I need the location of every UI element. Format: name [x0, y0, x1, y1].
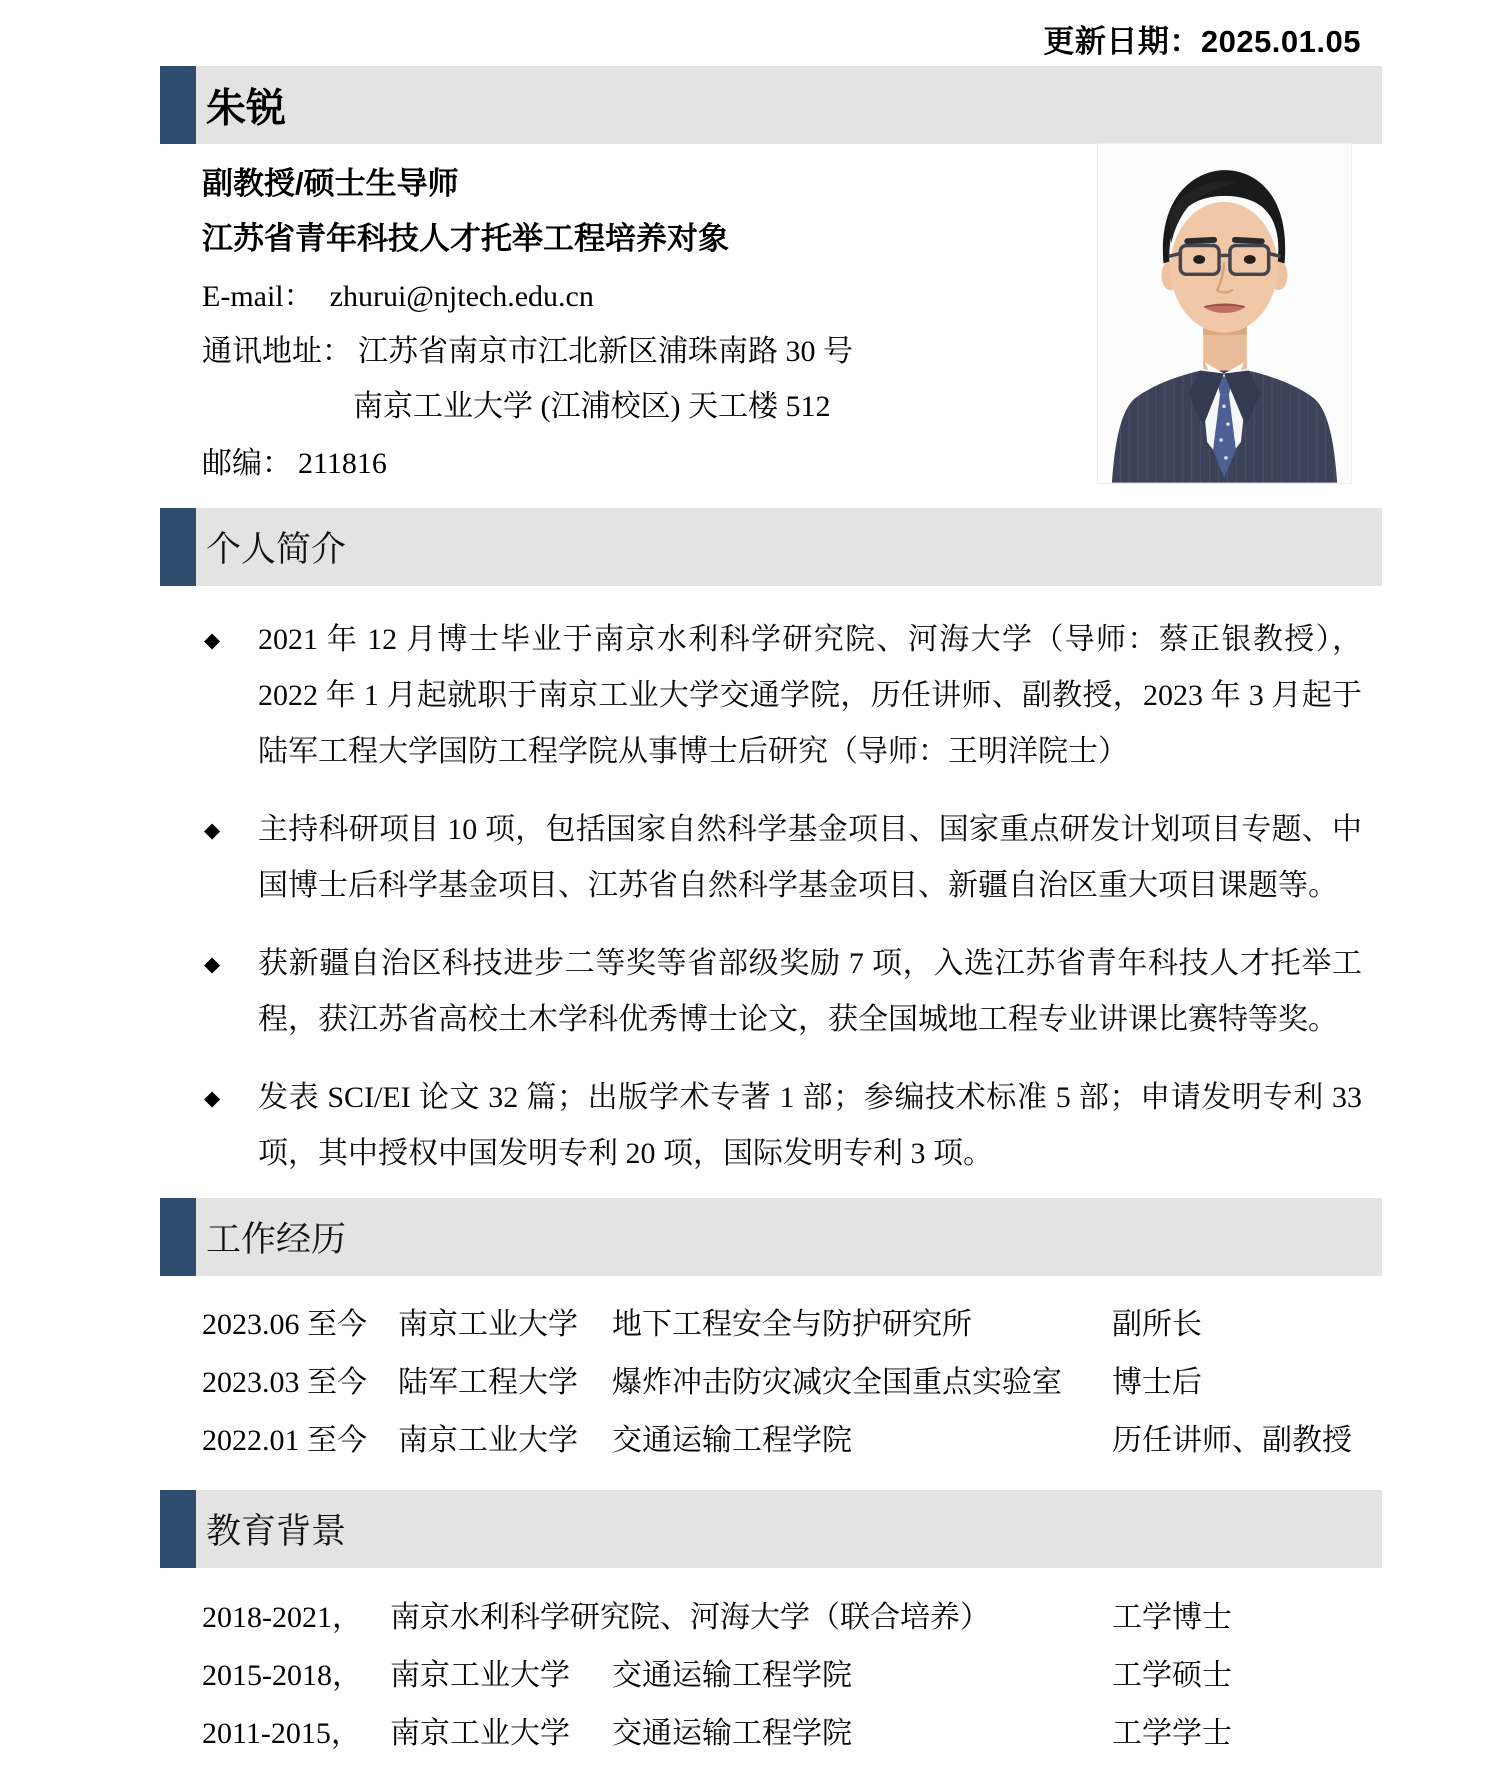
education-institution — [390, 1647, 1112, 1705]
talent-program-title: 江苏省青年科技人才托举工程培养对象 — [202, 221, 729, 256]
education-period: 2015-2018， — [202, 1659, 362, 1692]
accent-block — [160, 508, 196, 586]
accent-block — [160, 66, 196, 144]
address-line-2: 南京工业大学 (江浦校区) 天工楼 512 — [353, 390, 831, 423]
about-bullet — [202, 802, 1362, 914]
work-row — [202, 1412, 1382, 1470]
section-bar-work — [160, 1198, 1382, 1276]
work-role: 副所长 — [1112, 1308, 1202, 1341]
work-department: 爆炸冲击防灾减灾全国重点实验室 — [612, 1366, 1062, 1399]
education-department: 交通运输工程学院 — [612, 1659, 852, 1692]
profile-photo — [1097, 143, 1352, 484]
education-institution — [390, 1705, 1112, 1763]
work-row — [202, 1354, 1382, 1412]
diamond-bullet-icon: ◆ — [204, 818, 221, 842]
work-period: 2022.01 至今 — [202, 1424, 367, 1457]
work-experience-table — [202, 1296, 1382, 1470]
education-school: 南京工业大学 — [390, 1717, 570, 1750]
education-school: 南京工业大学 — [390, 1659, 570, 1692]
education-department: 交通运输工程学院 — [612, 1717, 852, 1750]
section-bar-education — [160, 1490, 1382, 1568]
work-row — [202, 1296, 1382, 1354]
education-degree: 工学博士 — [1112, 1601, 1232, 1634]
section-bar-about — [160, 508, 1382, 586]
education-row — [202, 1589, 1382, 1647]
work-organization: 陆军工程大学 — [398, 1366, 578, 1399]
address-value-1: 江苏省南京市江北新区浦珠南路 30 号 — [358, 335, 853, 368]
work-department: 交通运输工程学院 — [612, 1424, 852, 1457]
education-degree: 工学学士 — [1112, 1717, 1232, 1750]
education-table — [202, 1589, 1382, 1763]
education-row — [202, 1705, 1382, 1763]
section-title-education: 教育背景 — [206, 1512, 347, 1551]
section-title-work: 工作经历 — [206, 1220, 347, 1259]
address-label: 通讯地址： — [202, 335, 352, 368]
section-title-about: 个人简介 — [206, 530, 347, 569]
about-bullet-text: 获新疆自治区科技进步二等奖等省部级奖励 7 项，入选江苏省青年科技人才托举工程，获江苏省高校土木学科优秀博士论文，获全国城地工程专业讲课比赛特等奖。 — [258, 947, 1362, 1036]
education-period: 2011-2015， — [202, 1717, 361, 1750]
accent-block — [160, 1490, 196, 1568]
portrait-illustration — [1098, 144, 1351, 483]
name-header-bar — [160, 66, 1382, 144]
email-line — [202, 277, 594, 317]
address-line-1 — [202, 332, 853, 372]
education-degree: 工学硕士 — [1112, 1659, 1232, 1692]
work-organization: 南京工业大学 — [398, 1424, 578, 1457]
work-organization: 南京工业大学 — [398, 1308, 578, 1341]
diamond-bullet-icon: ◆ — [204, 628, 221, 652]
education-period: 2018-2021， — [202, 1601, 362, 1634]
diamond-bullet-icon: ◆ — [204, 1086, 221, 1110]
zip-value: 211816 — [298, 447, 387, 480]
accent-block — [160, 1198, 196, 1276]
education-school: 南京水利科学研究院、河海大学（联合培养） — [390, 1601, 990, 1634]
about-bullet-text: 发表 SCI/EI 论文 32 篇；出版学术专著 1 部；参编技术标准 5 部；申请发明专利 33 项，其中授权中国发明专利 20 项，国际发明专利 3 项。 — [258, 1081, 1362, 1170]
job-title: 副教授/硕士生导师 — [202, 166, 459, 201]
about-bullet-text: 主持科研项目 10 项，包括国家自然科学基金项目、国家重点研发计划项目专题、中国博士后科学基金项目、江苏省自然科学基金项目、新疆自治区重大项目课题等。 — [258, 813, 1362, 902]
education-institution — [390, 1589, 1112, 1647]
email-label: E-mail： — [202, 280, 314, 313]
about-bullet — [202, 1070, 1362, 1182]
work-period: 2023.03 至今 — [202, 1366, 367, 1399]
zip-line — [202, 444, 387, 484]
about-bullet — [202, 612, 1362, 780]
education-row — [202, 1647, 1382, 1705]
work-period: 2023.06 至今 — [202, 1308, 367, 1341]
work-department: 地下工程安全与防护研究所 — [612, 1308, 972, 1341]
person-name: 朱锐 — [206, 86, 286, 131]
work-role: 博士后 — [1112, 1366, 1202, 1399]
zip-label: 邮编： — [202, 447, 292, 480]
about-bullet-text: 2021 年 12 月博士毕业于南京水利科学研究院、河海大学（导师：蔡正银教授），2022 年 1 月起就职于南京工业大学交通学院，历任讲师、副教授，2023 年 3 月起于陆军工程大学国防工程学院从事博士后研究（导师：王明洋院士） — [258, 623, 1362, 768]
about-bullet — [202, 936, 1362, 1048]
email-value: zhurui@njtech.edu.cn — [329, 280, 594, 313]
work-role: 历任讲师、副教授 — [1112, 1424, 1352, 1457]
diamond-bullet-icon: ◆ — [204, 952, 221, 976]
about-bullet-list — [202, 612, 1362, 1204]
update-date: 更新日期：2025.01.05 — [1043, 24, 1361, 59]
